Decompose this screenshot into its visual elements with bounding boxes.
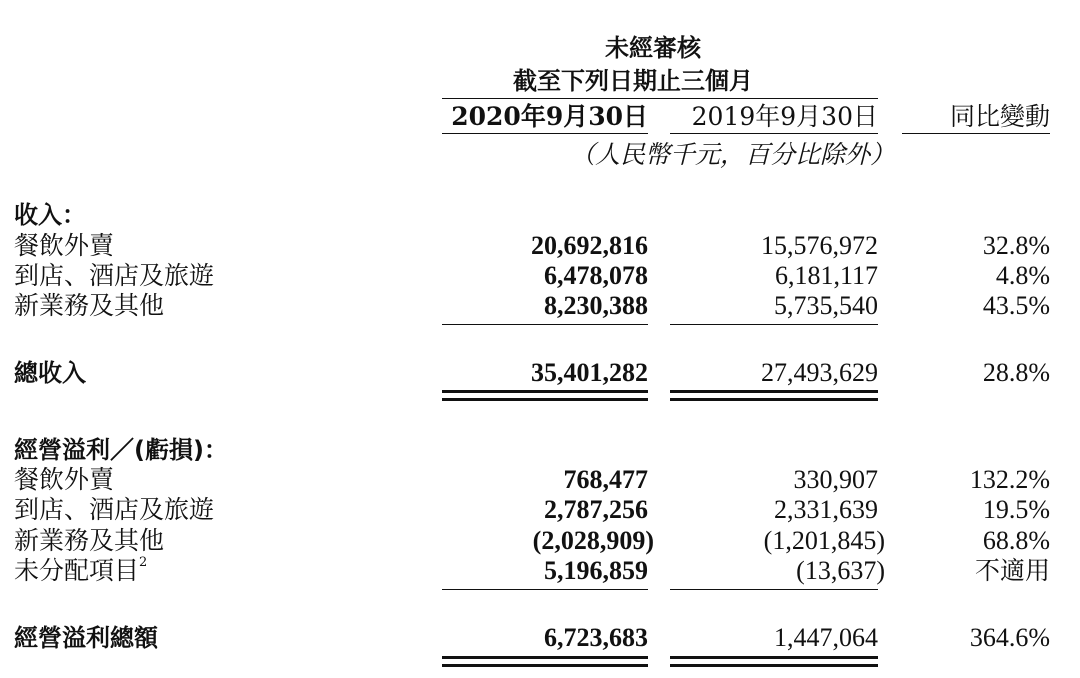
total-revenue-2020: 35,401,282 <box>531 358 648 387</box>
operating-row-change: 132.2% <box>969 465 1050 494</box>
operating-row-2020: 2,787,256 <box>544 495 648 524</box>
header-title-line1: 未經審核 <box>605 34 701 62</box>
operating-row-2019: 2,331,639 <box>774 495 878 524</box>
revenue-row-label: 到店、酒店及旅遊 <box>14 261 215 290</box>
operating-row-change: 19.5% <box>982 495 1050 524</box>
operating-row-change: 68.8% <box>982 526 1050 555</box>
operating-row-2019: (1,201,845) <box>763 526 885 555</box>
unallocated-label-text: 未分配項目 <box>14 556 140 585</box>
total-operating-2019: 1,447,064 <box>774 623 878 652</box>
operating-row-2020: 768,477 <box>563 465 648 494</box>
header-rule <box>442 98 878 99</box>
operating-section-label: 經營溢利／(虧損)： <box>14 436 228 464</box>
operating-row-2019: (13,637) <box>796 556 885 585</box>
revenue-row-2019: 15,576,972 <box>761 231 878 260</box>
revenue-row-label: 餐飲外賣 <box>14 231 115 260</box>
total-revenue-2019: 27,493,629 <box>761 358 878 387</box>
operating-row-label: 餐飲外賣 <box>14 465 115 494</box>
col3-header-underline <box>902 133 1050 134</box>
total-operating-2020: 6,723,683 <box>544 623 648 652</box>
revenue-row-label: 新業務及其他 <box>14 291 165 320</box>
revenue-row-2019: 5,735,540 <box>774 291 878 320</box>
unit-note: （人民幣千元，百分比除外） <box>570 140 896 169</box>
footnote-marker: 2 <box>139 555 148 570</box>
total-operating-label: 經營溢利總額 <box>14 624 158 652</box>
revenue-row-2020: 8,230,388 <box>544 291 648 320</box>
operating-row-label: 新業務及其他 <box>14 526 165 555</box>
operating-row-2019: 330,907 <box>793 465 878 494</box>
operating-row-change: 不適用 <box>974 556 1050 585</box>
total-operating-double-rule-2020 <box>442 656 648 667</box>
revenue-subtotal-rule-2020 <box>442 324 648 325</box>
col2-header-underline <box>670 133 878 134</box>
revenue-subtotal-rule-2019 <box>670 324 878 325</box>
operating-subtotal-rule-2020 <box>442 589 648 590</box>
operating-row-label <box>14 555 148 585</box>
revenue-row-2020: 20,692,816 <box>531 231 648 260</box>
col1-header-underline <box>442 133 648 134</box>
revenue-section-label: 收入： <box>14 201 86 229</box>
operating-row-2020: (2,028,909) <box>532 526 654 555</box>
total-revenue-double-rule-2019 <box>670 390 878 401</box>
revenue-row-2019: 6,181,117 <box>774 261 878 290</box>
revenue-row-change: 32.8% <box>982 231 1050 260</box>
revenue-row-change: 43.5% <box>982 291 1050 320</box>
total-operating-double-rule-2019 <box>670 656 878 667</box>
total-revenue-double-rule-2020 <box>442 390 648 401</box>
column-header-2019: 2019年9月30日 <box>691 102 878 131</box>
operating-row-label: 到店、酒店及旅遊 <box>14 495 215 524</box>
total-revenue-change: 28.8% <box>982 358 1050 387</box>
column-header-change: 同比變動 <box>949 102 1050 131</box>
operating-row-2020: 5,196,859 <box>544 556 648 585</box>
revenue-row-2020: 6,478,078 <box>544 261 648 290</box>
revenue-row-change: 4.8% <box>995 261 1050 290</box>
total-revenue-label: 總收入 <box>14 359 86 387</box>
total-operating-change: 364.6% <box>969 623 1050 652</box>
operating-subtotal-rule-2019 <box>670 589 878 590</box>
header-title-line2: 截至下列日期止三個月 <box>513 67 753 95</box>
column-header-2020: 2020年9月30日 <box>451 102 648 131</box>
